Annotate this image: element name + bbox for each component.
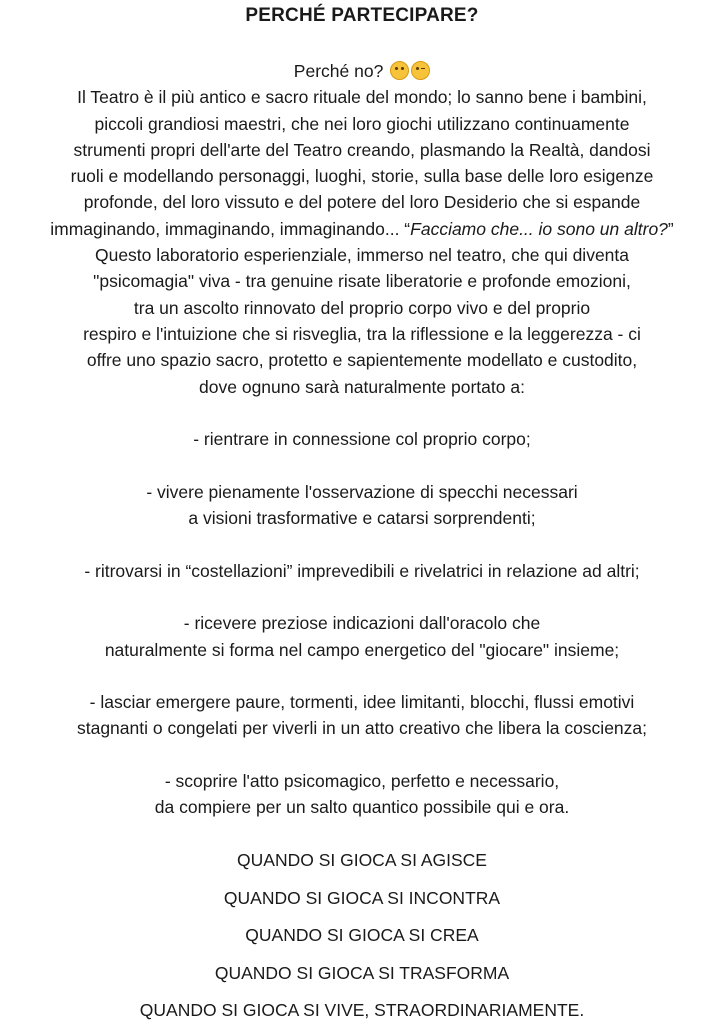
body-text [0,58,724,821]
bullet-item-cont: naturalmente si forma nel campo energetico del "giocare" insieme; [104,639,620,660]
closing-line: QUANDO SI GIOCA SI VIVE, STRAORDINARIAMENTE. [139,1000,585,1020]
bullet-item-cont: da compiere per un salto quantico possibile qui e ora. [154,797,570,818]
paragraph-line: strumenti propri dell'arte del Teatro creando, plasmando la Realtà, dandosi [73,139,651,160]
bullet-item: - ritrovarsi in “costellazioni” imprevedibili e rivelatrici in relazione ad altri; [84,560,640,581]
paragraph-line: offre uno spazio sacro, protetto e sapientemente modellato e custodito, [86,350,638,371]
bullet-item: - vivere pienamente l'osservazione di specchi necessari [146,481,578,502]
intro-question: Perché no? [293,61,384,81]
bullet-item: - ricevere preziose indicazioni dall'oracolo che [183,613,541,634]
imagining-italic: Facciamo che... io sono un altro? [410,218,668,239]
closing-line: QUANDO SI GIOCA SI CREA [245,925,479,945]
paragraph-line: "psicomagia" viva - tra genuine risate liberatorie e profonde emozioni, [93,271,631,292]
bullet-item-cont: a visioni trasformative e catarsi sorprendenti; [188,508,536,529]
bullet-item-cont: stagnanti o congelati per viverli in un atto creativo che libera la coscienza; [76,718,648,739]
closing-line: QUANDO SI GIOCA SI AGISCE [237,850,487,870]
paragraph-line: dove ognuno sarà naturalmente portato a: [199,376,525,397]
bullet-item: - scoprire l'atto psicomagico, perfetto e necessario, [164,771,560,792]
paragraph-line: profonde, del loro vissuto e del potere del loro Desiderio che si espande [83,192,641,213]
intro-line [0,58,724,84]
imagining-line [0,216,724,242]
closing-block [0,847,724,1035]
paragraph-line: respiro e l'intuizione che si risveglia, tra la riflessione e la leggerezza - ci [83,323,641,344]
bullet-item: - lasciar emergere paure, tormenti, idee limitanti, blocchi, flussi emotivi [89,692,635,713]
page-title: PERCHÉ PARTECIPARE? [245,5,479,26]
winking-face-icon [411,61,430,80]
upside-down-face-icon [390,61,409,80]
closing-line: QUANDO SI GIOCA SI TRASFORMA [214,962,510,983]
paragraph-line: Il Teatro è il più antico e sacro rituale del mondo; lo sanno bene i bambini, [77,87,647,108]
imagining-text: immaginando, immaginando, immaginando... “ [50,218,411,239]
imagining-end: ” [667,218,674,239]
paragraph-line: piccoli grandiosi maestri, che nei loro giochi utilizzano continuamente [94,113,630,134]
paragraph-line: tra un ascolto rinnovato del proprio corpo vivo e del proprio [133,297,591,318]
paragraph-line: Questo laboratorio esperienziale, immerso nel teatro, che qui diventa [94,245,630,266]
paragraph-line: ruoli e modellando personaggi, luoghi, storie, sulla base delle loro esigenze [70,166,654,187]
bullet-item: - rientrare in connessione col proprio corpo; [193,429,531,450]
closing-line: QUANDO SI GIOCA SI INCONTRA [223,887,501,908]
